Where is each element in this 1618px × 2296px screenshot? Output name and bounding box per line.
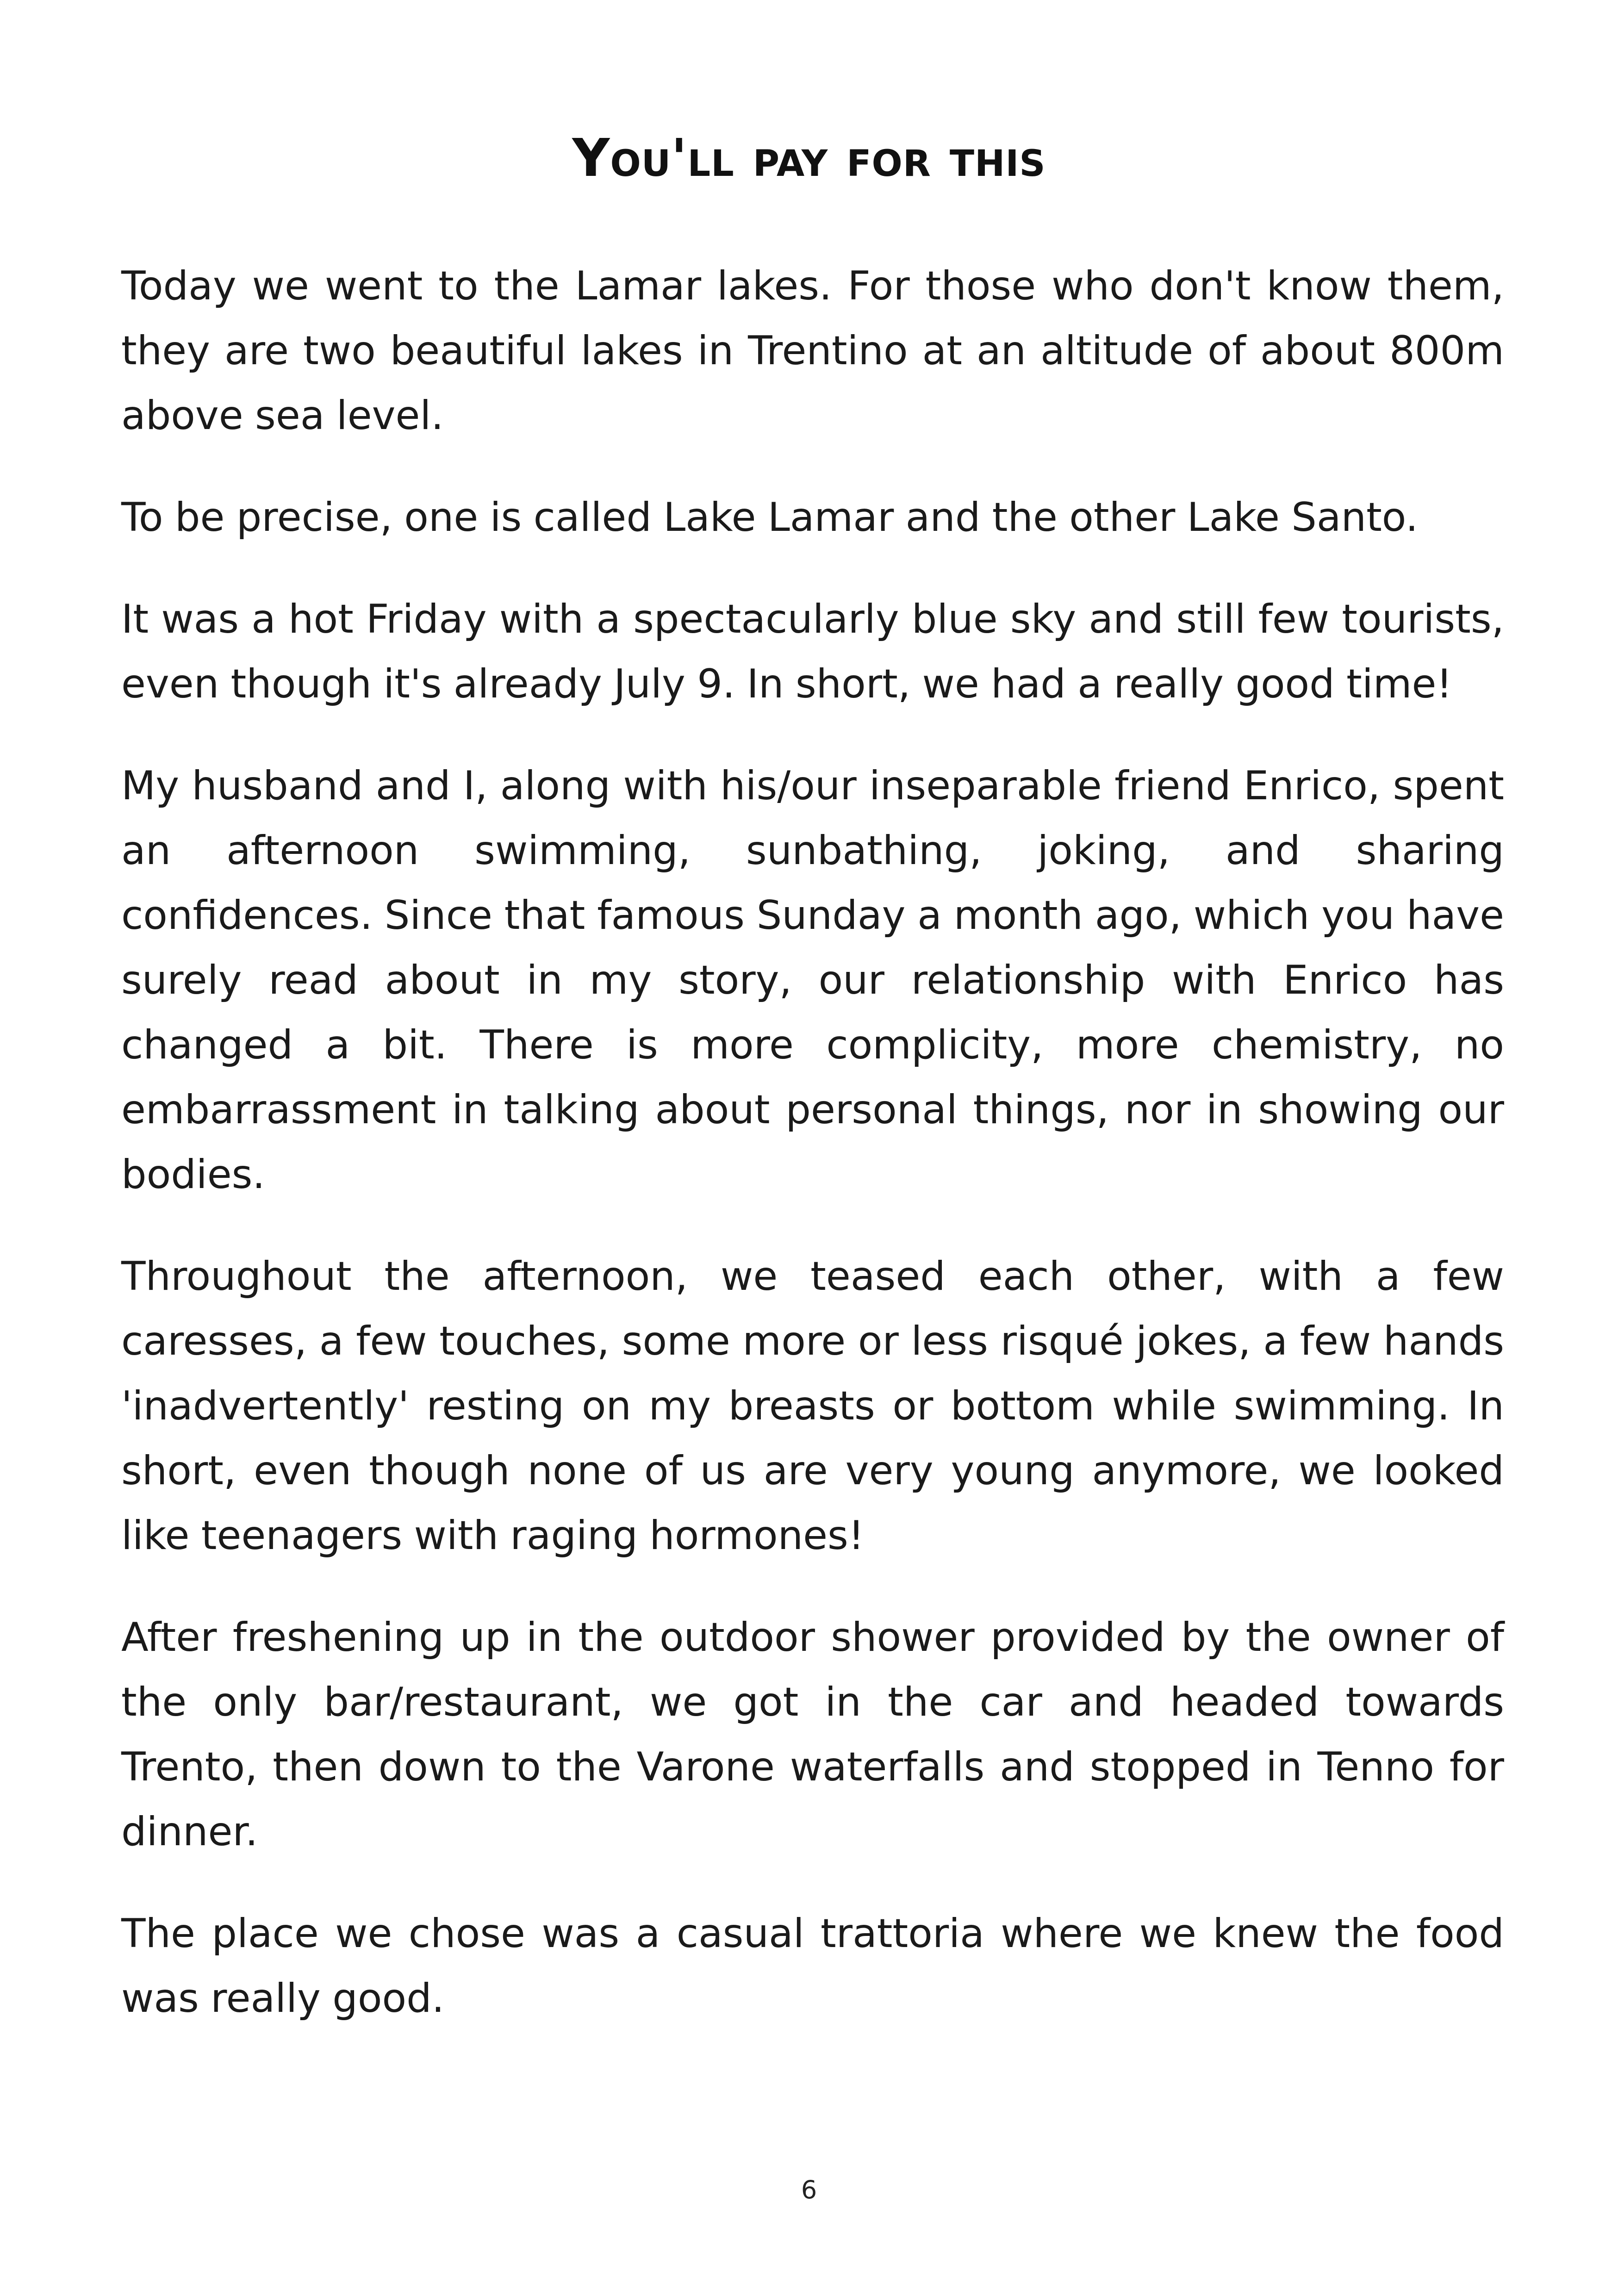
chapter-title: You'll pay for this (572, 128, 1046, 189)
paragraph: Throughout the afternoon, we teased each other, with a few caresses, a few touches, some more or less risqué jokes, a few hands 'inadvertently' resting on my breasts or bottom while swimming. In short, even though none of us are very young anymore, we looked like teenagers with raging hormones! (121, 1253, 1504, 1559)
paragraph: Today we went to the Lamar lakes. For those who don't know them, they are two beautiful lakes in Trentino at an altitude of about 800m above sea level. (121, 263, 1504, 439)
paragraph: The place we chose was a casual trattoria where we knew the food was really good. (121, 1910, 1504, 2022)
paragraph: After freshening up in the outdoor shower provided by the owner of the only bar/restaurant, we got in the car and headed towards Trento, then down to the Varone waterfalls and stopped in Tenno for dinner. (121, 1614, 1504, 1855)
paragraph: My husband and I, along with his/our inseparable friend Enrico, spent an afternoon swimming, sunbathing, joking, and sharing confidences. Since that famous Sunday a month ago, which you have surely read about in my story, our relationship with Enrico has changed a bit. There is more complicity, more chemistry, no embarrassment in talking about personal things, nor in showing our bodies. (121, 763, 1504, 1198)
paragraph: To be precise, one is called Lake Lamar and the other Lake Santo. (121, 494, 1419, 541)
paragraph: It was a hot Friday with a spectacularly blue sky and still few tourists, even though it's already July 9. In short, we had a really good time! (121, 596, 1504, 707)
page-number: 6 (801, 2175, 817, 2204)
body-text (121, 254, 1504, 2068)
